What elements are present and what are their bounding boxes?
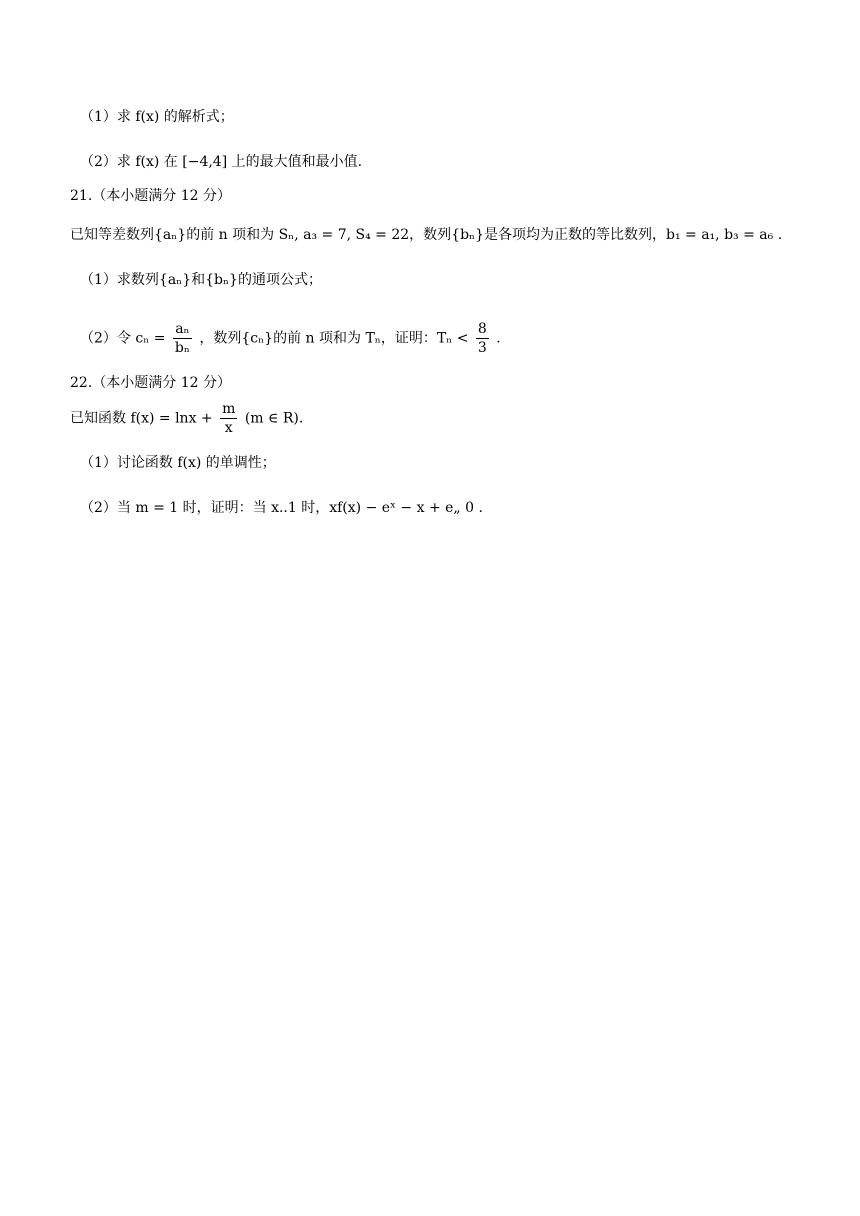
c-n-fraction <box>173 322 192 355</box>
m-over-x-fraction <box>220 402 237 435</box>
q22-stem-suffix: (m ∈ R). <box>244 410 304 427</box>
q21-part2 <box>80 322 501 355</box>
c-n-denominator: bₙ <box>174 340 190 356</box>
q20-part1: （1）求 f(x) 的解析式； <box>80 109 234 125</box>
q20-part2: （2）求 f(x) 在 [−4,4] 上的最大值和最小值. <box>80 154 363 170</box>
q22-part1: （1）讨论函数 f(x) 的单调性； <box>80 455 276 471</box>
bound-fraction <box>476 322 489 355</box>
bound-numerator: 8 <box>477 321 487 337</box>
c-n-numerator: aₙ <box>173 322 192 339</box>
q21-part2-prefix: （2）令 cₙ = <box>80 330 166 347</box>
q21-stem: 已知等差数列{aₙ}的前 n 项和为 Sₙ, a₃ = 7, S₄ = 22，数列{bₙ}是各项均为正数的等比数列，b₁ = a₁, b₃ = a₆ . <box>70 227 783 243</box>
q22-header: 22.（本小题满分 12 分） <box>70 375 231 391</box>
x-denominator: x <box>224 420 233 436</box>
q21-part1: （1）求数列{aₙ}和{bₙ}的通项公式； <box>80 272 322 288</box>
q21-part2-end: . <box>496 330 501 347</box>
bound-denominator: 3 <box>477 340 487 356</box>
q22-stem-prefix: 已知函数 f(x) = lnx + <box>70 410 213 427</box>
q22-part2: （2）当 m = 1 时，证明：当 x..1 时，xf(x) − eˣ − x + e„ 0 . <box>80 500 483 516</box>
q21-header: 21.（本小题满分 12 分） <box>70 188 231 204</box>
q22-stem <box>70 402 303 435</box>
q21-part2-mid: ，数列{cₙ}的前 n 项和为 Tₙ，证明：Tₙ < <box>199 330 469 347</box>
m-numerator: m <box>222 401 236 417</box>
